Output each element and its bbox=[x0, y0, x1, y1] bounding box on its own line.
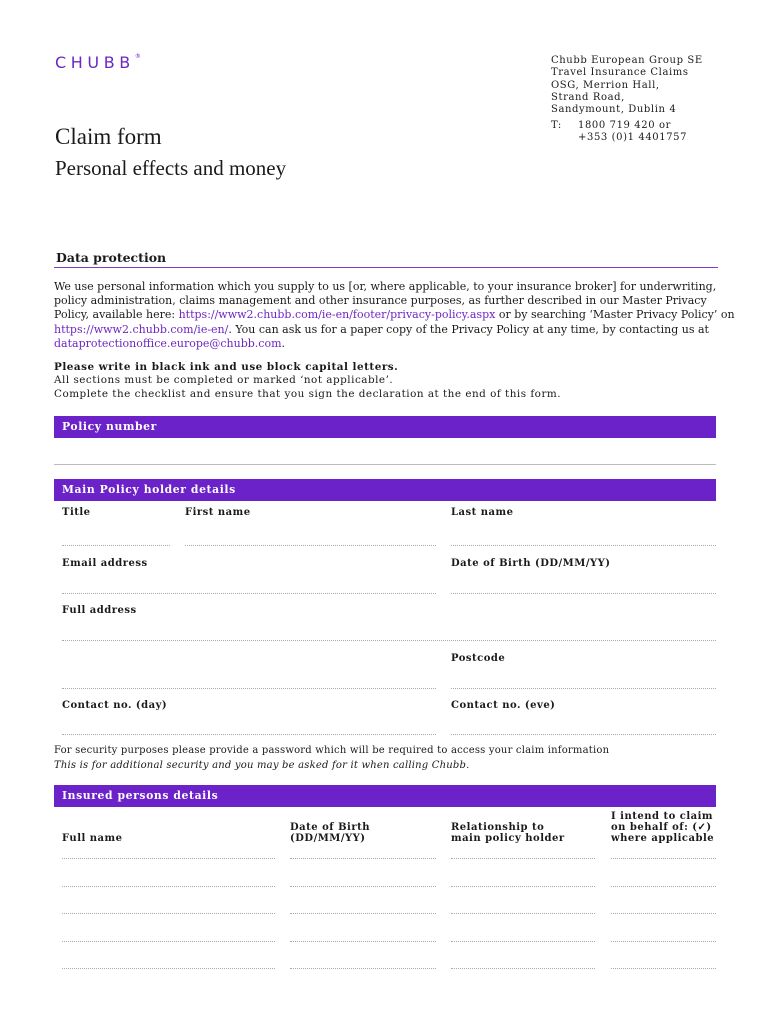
insured-relationship-field[interactable] bbox=[451, 941, 595, 942]
insured-name-field[interactable] bbox=[62, 968, 275, 969]
address-line: OSG, Merrion Hall, bbox=[551, 79, 660, 91]
address-line: Travel Insurance Claims bbox=[551, 67, 689, 79]
last-name-label: Last name bbox=[451, 507, 514, 518]
chubb-logo bbox=[55, 53, 141, 72]
col-dob bbox=[290, 822, 370, 844]
address-field-line2[interactable] bbox=[62, 688, 436, 689]
dp-text-part: . You can ask us for a paper copy of the Privacy Policy at any time, by contacting us at bbox=[228, 322, 709, 336]
section-title: Main Policy holder details bbox=[62, 483, 236, 496]
address-line: Sandymount, Dublin 4 bbox=[551, 104, 677, 116]
dp-text-part: . bbox=[281, 336, 286, 350]
main-policy-holder-header bbox=[54, 479, 716, 501]
email-field[interactable] bbox=[62, 593, 436, 594]
insured-claim-field[interactable] bbox=[611, 968, 716, 969]
insured-name-field[interactable] bbox=[62, 858, 275, 859]
col-relationship-line: Relationship to bbox=[451, 822, 545, 833]
col-claim-line: I intend to claim bbox=[611, 811, 713, 822]
col-full-name: Full name bbox=[62, 833, 123, 844]
insured-claim-field[interactable] bbox=[611, 941, 716, 942]
first-name-field[interactable] bbox=[185, 545, 436, 546]
col-claim-line: on behalf of: (✓) bbox=[611, 822, 712, 833]
insured-claim-field[interactable] bbox=[611, 913, 716, 914]
insured-dob-field[interactable] bbox=[290, 886, 436, 887]
telephone-number: 1800 719 420 or bbox=[578, 120, 671, 131]
page-title: Claim form bbox=[55, 124, 162, 149]
telephone-number: +353 (0)1 4401757 bbox=[578, 132, 688, 144]
col-dob-line: Date of Birth bbox=[290, 822, 370, 833]
policy-number-field[interactable] bbox=[54, 464, 716, 465]
address-line: Strand Road, bbox=[551, 91, 625, 103]
contact-day-field[interactable] bbox=[62, 734, 436, 735]
contact-day-label: Contact no. (day) bbox=[62, 700, 168, 711]
data-protection-text bbox=[54, 280, 744, 351]
policy-number-header bbox=[54, 416, 716, 438]
col-relationship-line: main policy holder bbox=[451, 833, 565, 844]
dp-text-part: or by searching ‘Master Privacy Policy’ on bbox=[495, 308, 735, 322]
dp-text-part: We use personal information which you supply to us [or, where applicable, to your insurance broker] for underwriting, policy administration, claims management and other insurance purposes, as further described in our Master Privacy Policy, available here: bbox=[54, 280, 717, 322]
instruction-bold: Please write in black ink and use block capital letters. bbox=[54, 361, 399, 373]
address-field-line1[interactable] bbox=[62, 640, 716, 641]
title-field[interactable] bbox=[62, 545, 170, 546]
first-name-label: First name bbox=[185, 507, 251, 518]
security-note-line: For security purposes please provide a password which will be required to access your claim information bbox=[54, 745, 610, 756]
instruction-line: Complete the checklist and ensure that you sign the declaration at the end of this form. bbox=[54, 387, 562, 400]
email-label: Email address bbox=[62, 558, 148, 569]
insured-claim-field[interactable] bbox=[611, 886, 716, 887]
col-relationship bbox=[451, 822, 565, 844]
section-title: Insured persons details bbox=[62, 789, 219, 802]
last-name-field[interactable] bbox=[451, 545, 716, 546]
col-claim-on-behalf bbox=[611, 811, 714, 844]
full-address-label: Full address bbox=[62, 605, 137, 616]
insured-dob-field[interactable] bbox=[290, 941, 436, 942]
insured-relationship-field[interactable] bbox=[451, 913, 595, 914]
insured-dob-field[interactable] bbox=[290, 858, 436, 859]
postcode-label: Postcode bbox=[451, 653, 506, 664]
privacy-policy-link[interactable]: https://www2.chubb.com/ie-en/footer/privacy-policy.aspx bbox=[178, 308, 496, 322]
title-label: Title bbox=[62, 507, 91, 518]
form-instructions bbox=[54, 361, 561, 401]
insured-persons-header bbox=[54, 785, 716, 807]
section-title: Policy number bbox=[62, 420, 157, 433]
insured-name-field[interactable] bbox=[62, 886, 275, 887]
security-note bbox=[54, 743, 609, 773]
insured-name-field[interactable] bbox=[62, 913, 275, 914]
insured-relationship-field[interactable] bbox=[451, 858, 595, 859]
page-subtitle: Personal effects and money bbox=[55, 156, 287, 180]
insured-dob-field[interactable] bbox=[290, 913, 436, 914]
security-note-italic: This is for additional security and you may be asked for it when calling Chubb. bbox=[54, 760, 470, 771]
dp-email-link[interactable]: dataprotectionoffice.europe@chubb.com bbox=[54, 336, 282, 350]
col-claim-line: where applicable bbox=[611, 833, 715, 844]
contact-eve-label: Contact no. (eve) bbox=[451, 700, 556, 711]
heading-rule bbox=[54, 267, 718, 268]
company-address bbox=[551, 55, 703, 116]
dob-field[interactable] bbox=[451, 593, 716, 594]
insured-relationship-field[interactable] bbox=[451, 886, 595, 887]
dob-label: Date of Birth (DD/MM/YY) bbox=[451, 558, 611, 569]
telephone-label: T: bbox=[551, 120, 562, 131]
insured-claim-field[interactable] bbox=[611, 858, 716, 859]
insured-dob-field[interactable] bbox=[290, 968, 436, 969]
insured-relationship-field[interactable] bbox=[451, 968, 595, 969]
address-line: Chubb European Group SE bbox=[551, 55, 703, 66]
data-protection-heading: Data protection bbox=[56, 250, 167, 265]
insured-name-field[interactable] bbox=[62, 941, 275, 942]
chubb-website-link[interactable]: https://www2.chubb.com/ie-en/ bbox=[54, 322, 229, 336]
registered-mark: ® bbox=[134, 53, 141, 60]
instruction-line: All sections must be completed or marked ‘not applicable’. bbox=[54, 374, 394, 387]
postcode-field[interactable] bbox=[451, 688, 716, 689]
logo-text: CHUBB bbox=[55, 53, 135, 72]
contact-eve-field[interactable] bbox=[451, 734, 716, 735]
col-dob-line: (DD/MM/YY) bbox=[290, 833, 366, 844]
